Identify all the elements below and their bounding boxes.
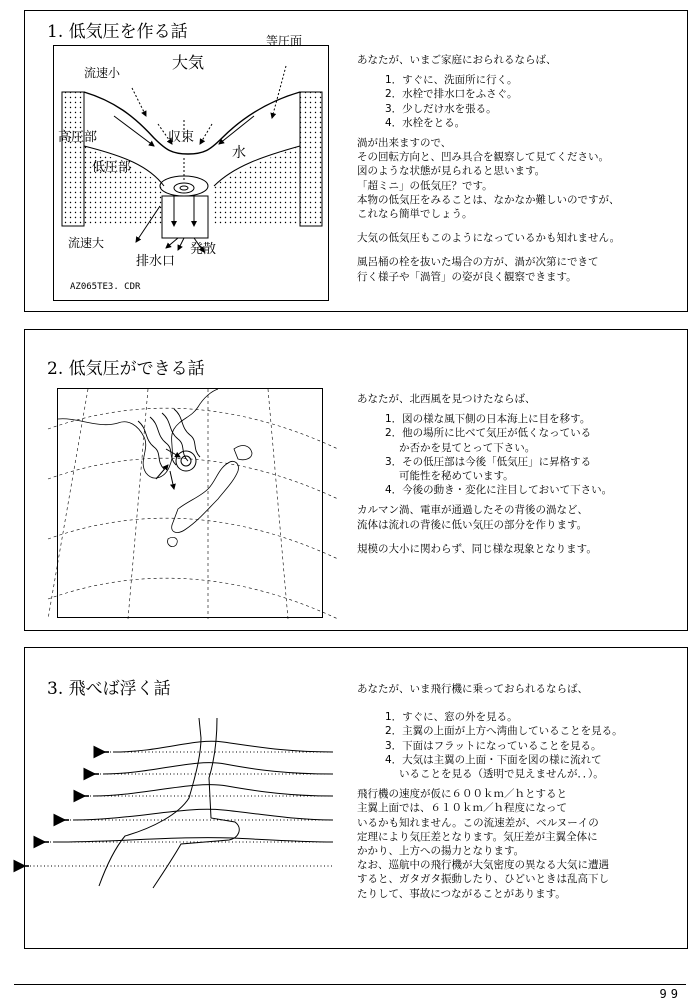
- step-item: [357, 753, 687, 781]
- text-line: 規模の大小に関わらず、同じ様な現象となります。: [357, 542, 597, 555]
- page-number: 99: [659, 987, 682, 1001]
- step-text: 2．他の場所に比べて気圧が低くなっている: [385, 427, 592, 440]
- weather-map: [57, 388, 323, 618]
- section-title-text: 低気圧ができる話: [68, 359, 205, 379]
- step-text: いることを見る（透明で見えませんが．．）。: [399, 768, 604, 781]
- step-text: 2．主翼の上面が上方へ湾曲していることを見る。: [385, 725, 623, 738]
- text-line: 風呂桶の栓を抜いた場合の方が、渦が次第にできて: [357, 256, 599, 269]
- intro-line: あなたが、いまご家庭におられるならば、: [357, 54, 557, 66]
- step-text: 1．すぐに、窓の外を見る。: [385, 711, 518, 724]
- section-title-text: 低気圧を作る話: [68, 22, 188, 42]
- section-1-title: [47, 17, 188, 42]
- section-3-text: [357, 682, 687, 901]
- low-pressure-sink-diagram: [53, 34, 329, 301]
- label-atmosphere: 大気: [172, 53, 205, 72]
- text-line: かかり、上方への揚力となります。: [357, 845, 525, 858]
- section-3-panel: [24, 647, 688, 949]
- step-text: か否かを見てとって下さい。: [399, 441, 536, 454]
- label-water: 水: [232, 145, 246, 161]
- section-number: 2.: [47, 359, 64, 379]
- wing-airflow-illustration: [3, 718, 333, 888]
- text-line: 大気の低気圧もこのようになっているかも知れません。: [357, 232, 621, 245]
- text-line: 「超ミニ」の低気圧？です。: [357, 179, 493, 192]
- label-isobar: 等圧面: [266, 34, 303, 48]
- step-item: [357, 412, 687, 426]
- section-1-panel: [24, 10, 688, 312]
- step-text: 1．図の様な風下側の日本海上に目を移す。: [385, 413, 591, 426]
- label-divergence: 発散: [190, 242, 217, 257]
- step-text: 4．今後の動き・変化に注目しておいて下さい。: [385, 484, 613, 497]
- text-line: 行く様子や「渦管」の姿が良く観察できます。: [357, 270, 577, 283]
- label-slow-flow: 流速小: [84, 66, 121, 80]
- text-line: 渦が出来ますので、: [357, 137, 452, 150]
- section-2-text: [357, 392, 687, 556]
- section-number: 1.: [47, 22, 64, 42]
- label-high-pressure: 高圧部: [58, 130, 98, 145]
- text-line: 定理により気圧差となります。気圧差が主翼全体に: [357, 830, 598, 843]
- label-fast-flow: 流速大: [68, 236, 105, 250]
- text-line: すると、ガタガタ振動したり、ひどいときは乱高下し: [357, 873, 609, 886]
- japan-map-illustration: [58, 389, 324, 619]
- text-line: その回転方向と、凹み具合を観察して見てください。: [357, 151, 609, 164]
- label-low-pressure: 低圧部: [92, 160, 132, 175]
- text-line: なお、巡航中の飛行機が大気密度の異なる大気に遭遇: [357, 859, 609, 872]
- step-item: [357, 710, 687, 724]
- text-line: 本物の低気圧をみることは、なかなか難しいのですが、: [357, 193, 620, 206]
- text-line: たりして、事故につながることがあります。: [357, 887, 566, 900]
- step-item: [357, 455, 687, 483]
- step-item: 2．水栓で排水口をふさぐ。: [385, 88, 518, 101]
- step-text: 4．大気は主翼の上面・下面を図の様に流れて: [385, 753, 602, 766]
- section-number: 3.: [47, 679, 64, 699]
- section-2-panel: [24, 329, 688, 631]
- step-item: [357, 426, 687, 454]
- text-line: 図のような状態が見られると思います。: [357, 165, 546, 178]
- footer-rule: [14, 984, 686, 985]
- airfoil-diagram: [3, 718, 333, 888]
- section-1-text: [357, 53, 687, 284]
- steps-list: [357, 710, 687, 781]
- intro-line: あなたが、いま飛行機に乗っておられるならば、: [357, 683, 588, 695]
- step-text: 3．下面はフラットになっていることを見る。: [385, 739, 602, 752]
- step-item: [357, 739, 687, 753]
- step-text: 3．その低圧部は今後「低気圧」に昇格する: [385, 455, 592, 468]
- steps-list: [357, 412, 687, 497]
- text-line: 飛行機の速度が仮に６００ｋｍ／ｈとすると: [357, 788, 567, 801]
- step-item: 4．水栓をとる。: [385, 116, 466, 129]
- text-line: 流体は流れの背後に低い気圧の部分を作ります。: [357, 518, 588, 531]
- text-line: カルマン渦、電車が通過したその背後の渦など、: [357, 504, 588, 517]
- label-drain: 排水口: [136, 254, 176, 269]
- text-line: 主翼上面では、６１０ｋｍ／ｈ程度になって: [357, 802, 567, 815]
- section-3-title: [47, 674, 171, 699]
- step-item: [357, 483, 687, 497]
- text-line: いるかも知れません。この流速差が、ベルヌーイの: [357, 816, 599, 829]
- steps-list: [357, 73, 687, 130]
- step-item: [357, 724, 687, 738]
- label-convergence: 収束: [168, 130, 195, 145]
- step-item: 3．少しだけ水を張る。: [385, 102, 497, 115]
- intro-line: あなたが、北西風を見つけたならば、: [357, 393, 536, 405]
- label-file-name: AZ065TE3. CDR: [70, 282, 141, 292]
- section-2-title: [47, 354, 205, 379]
- text-line: これなら簡単でしょう。: [357, 208, 473, 221]
- step-text: 可能性を秘めています。: [399, 470, 514, 483]
- section-title-text: 飛べば浮く話: [68, 679, 171, 699]
- step-item: 1．すぐに、洗面所に行く。: [385, 74, 518, 87]
